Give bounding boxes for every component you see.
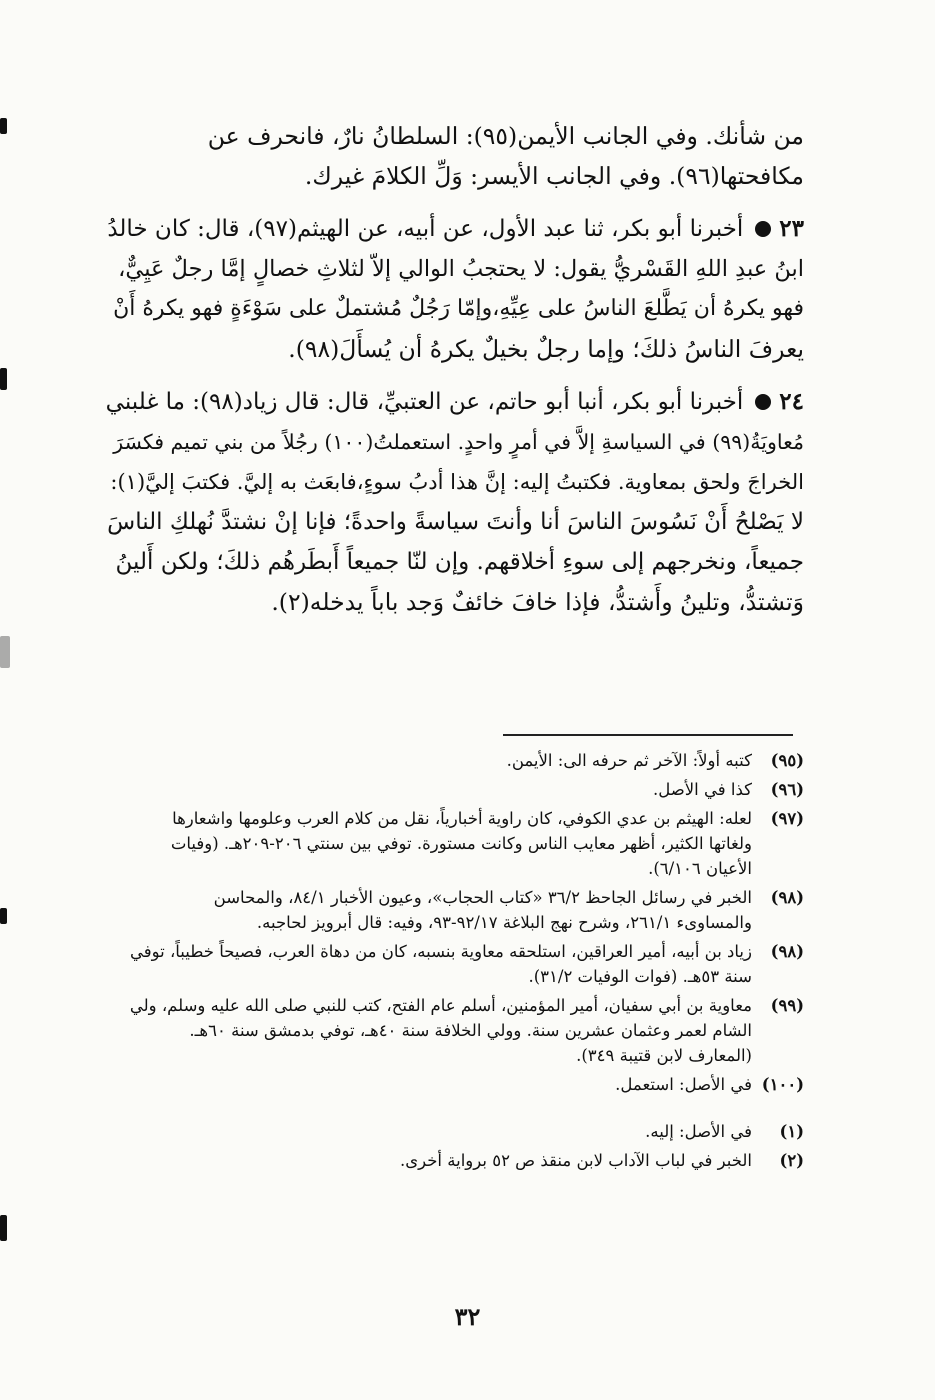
footnote-line: (المعارف لابن قتيبة ٣٤٩). bbox=[576, 1046, 752, 1065]
text-line-content: أخبرنا أبو بكر، ثنا عبد الأول، عن أبيه، عن الهيثم(٩٧)، قال: كان خالدُ bbox=[107, 216, 744, 242]
footnote-line: زياد بن أبيه، أمير العراقين، استلحقه معاوية بنسبه، كان من دهاة العرب، فصيحاً خطيباً، توفي bbox=[129, 942, 752, 961]
footnote-text bbox=[104, 1119, 752, 1144]
footnote bbox=[104, 1148, 804, 1173]
footnote-text bbox=[104, 885, 752, 935]
footnote bbox=[104, 806, 804, 881]
footnote-line: في الأصل: استعمل. bbox=[615, 1075, 752, 1094]
footnote bbox=[104, 993, 804, 1068]
paragraph-24 bbox=[104, 382, 804, 622]
footnote-line: معاوية بن أبي سفيان، أمير المؤمنين، أسلم عام الفتح، كتب للنبي صلى الله عليه وسلم، ولي bbox=[129, 996, 752, 1015]
scan-mark bbox=[0, 368, 7, 390]
footnote-line: كذا في الأصل. bbox=[653, 780, 752, 799]
main-text bbox=[104, 116, 804, 635]
footnote-line: الخبر في لباب الآداب لابن منقذ ص ٥٢ برواية أخرى. bbox=[399, 1151, 752, 1170]
scan-mark bbox=[0, 908, 7, 924]
bullet-icon bbox=[755, 394, 771, 410]
text-line bbox=[104, 382, 804, 422]
spacer bbox=[104, 1101, 804, 1119]
footnote-number: (٩٥) bbox=[770, 751, 804, 770]
footnote bbox=[104, 885, 804, 935]
intro-paragraph bbox=[104, 116, 804, 196]
footnote-line: الخبر في رسائل الجاحظ ٣٦/٢ «كتاب الحجاب»، وعيون الأخبار ٨٤/١، والمحاسن bbox=[213, 888, 752, 907]
footnote-divider bbox=[503, 734, 793, 736]
text-line: مكافحتها(٩٦). وفي الجانب الأيسر: وَلِّ الكلامَ غيرك. bbox=[304, 162, 804, 190]
footnote-line: ولغاتها الكثير، أظهر معايب الناس وكانت مستورة. توفي بين سنتي ٢٠٦-٢٠٩هـ. (وفيات bbox=[170, 834, 752, 853]
footnote-text bbox=[104, 1148, 752, 1173]
scan-mark bbox=[0, 636, 10, 668]
text-line: ابنُ عبدِ اللهِ القَسْريُّ يقول: لا يحتجبُ الوالي إلاّ لثلاثِ خصالٍ إمَّا رجلٌ عَيِيٌّ، bbox=[118, 256, 804, 282]
footnote bbox=[104, 939, 804, 989]
text-line: الخراجَ ولحق بمعاوية. فكتبتُ إليه: إنَّ هذا أدبُ سوءٍ،فابعَث به إليَّ. فكتبَ إليَّ(١): bbox=[110, 470, 804, 494]
footnote-text bbox=[104, 777, 752, 802]
text-line: يعرفَ الناسُ ذلكَ؛ وإما رجلٌ بخيلٌ يكرهُ أن يُسأَلَ(٩٨). bbox=[288, 335, 804, 363]
page-number: ٣٢ bbox=[454, 1302, 481, 1331]
paragraph-number: ٢٣ bbox=[779, 215, 804, 242]
footnote-line: الشام لعمر وعثمان عشرين سنة. وولي الخلافة سنة ٤٠هـ، توفي بدمشق سنة ٦٠هـ. bbox=[189, 1021, 752, 1040]
footnote-number: (٩٧) bbox=[770, 809, 804, 828]
paragraph-number: ٢٤ bbox=[779, 388, 804, 415]
text-line: وَتشتدُّ، وتلينُ وأَشتدُّ، فإذا خافَ خائفٌ وَجد باباً يدخله(٢). bbox=[271, 588, 804, 616]
footnote bbox=[104, 1072, 804, 1097]
text-line: مُعاويَةُ(٩٩) في السياسةِ إلاَّ في أمرٍ واحدٍ. استعملتُ(١٠٠) رجُلاً من بني تميم فكسَرَ bbox=[113, 430, 804, 454]
text-line: لا يَصْلحُ أَنْ نَسُوسَ الناسَ أنا وأنتَ سياسةً واحدةً؛ فإنا إنْ نشتدَّ نُهلكِ الناسَ bbox=[107, 509, 804, 535]
scan-mark bbox=[0, 118, 7, 134]
bullet-icon bbox=[755, 221, 771, 237]
footnote-text bbox=[104, 993, 752, 1068]
footnote-number: (٢) bbox=[779, 1151, 804, 1170]
text-line bbox=[104, 209, 804, 249]
text-line: جميعاً، ونخرجهم إلى سوءِ أخلاقهم. وإن لنّا جميعاً أَبطَرهُم ذلكَ؛ ولكن أَلينُ bbox=[115, 549, 804, 575]
footnote-text bbox=[104, 748, 752, 773]
footnote-text bbox=[104, 806, 752, 881]
text-line-content: أخبرنا أبو بكر، أنبا أبو حاتم، عن العتبيِّ، قال: قال زياد(٩٨): ما غلبني bbox=[105, 389, 744, 415]
footnote-text bbox=[104, 1072, 752, 1097]
footnote-number: (٩٨) bbox=[770, 942, 804, 961]
footnote bbox=[104, 1119, 804, 1144]
text-line: فهو يكرهُ أن يَطَّلعَ الناسُ على عِيِّهِ،وإمّا رَجُلٌ مُشتملٌ على سَوْءَةٍ فهو يكرهُ أَنْ bbox=[113, 296, 804, 321]
footnote-line: الأعيان ٦/١٠٦). bbox=[648, 859, 752, 878]
scan-mark bbox=[0, 1215, 7, 1241]
footnote-line: في الأصل: إليه. bbox=[645, 1122, 752, 1141]
footnote bbox=[104, 777, 804, 802]
footnote-number: (١) bbox=[779, 1122, 804, 1141]
footnote bbox=[104, 748, 804, 773]
footnote-number: (٩٦) bbox=[770, 780, 804, 799]
footnote-number: (٩٩) bbox=[770, 996, 804, 1015]
paragraph-23 bbox=[104, 209, 804, 369]
footnote-line: لعله: الهيثم بن عدي الكوفي، كان راوية أخبارياً، نقل من كلام العرب وعلومها واشعارها bbox=[172, 809, 752, 828]
text-line: من شأنك. وفي الجانب الأيمن(٩٥): السلطانُ نارٌ، فانحرف عن bbox=[207, 122, 804, 150]
footnote-line: سنة ٥٣هـ. (فوات الوفيات ٣١/٢). bbox=[528, 967, 752, 986]
footnotes bbox=[104, 748, 804, 1177]
footnote-number: (٩٨) bbox=[770, 888, 804, 907]
footnote-text bbox=[104, 939, 752, 989]
footnote-line: كتبه أولاً: الآخر ثم حرفه الى: الأيمن. bbox=[506, 751, 752, 770]
footnote-line: والمساوىء ٢٦١/١، وشرح نهج البلاغة ٩٢/١٧-٩٣، وفيه: قال أبرويز لحاجبه. bbox=[256, 913, 752, 932]
footnote-number: (١٠٠) bbox=[761, 1075, 804, 1094]
